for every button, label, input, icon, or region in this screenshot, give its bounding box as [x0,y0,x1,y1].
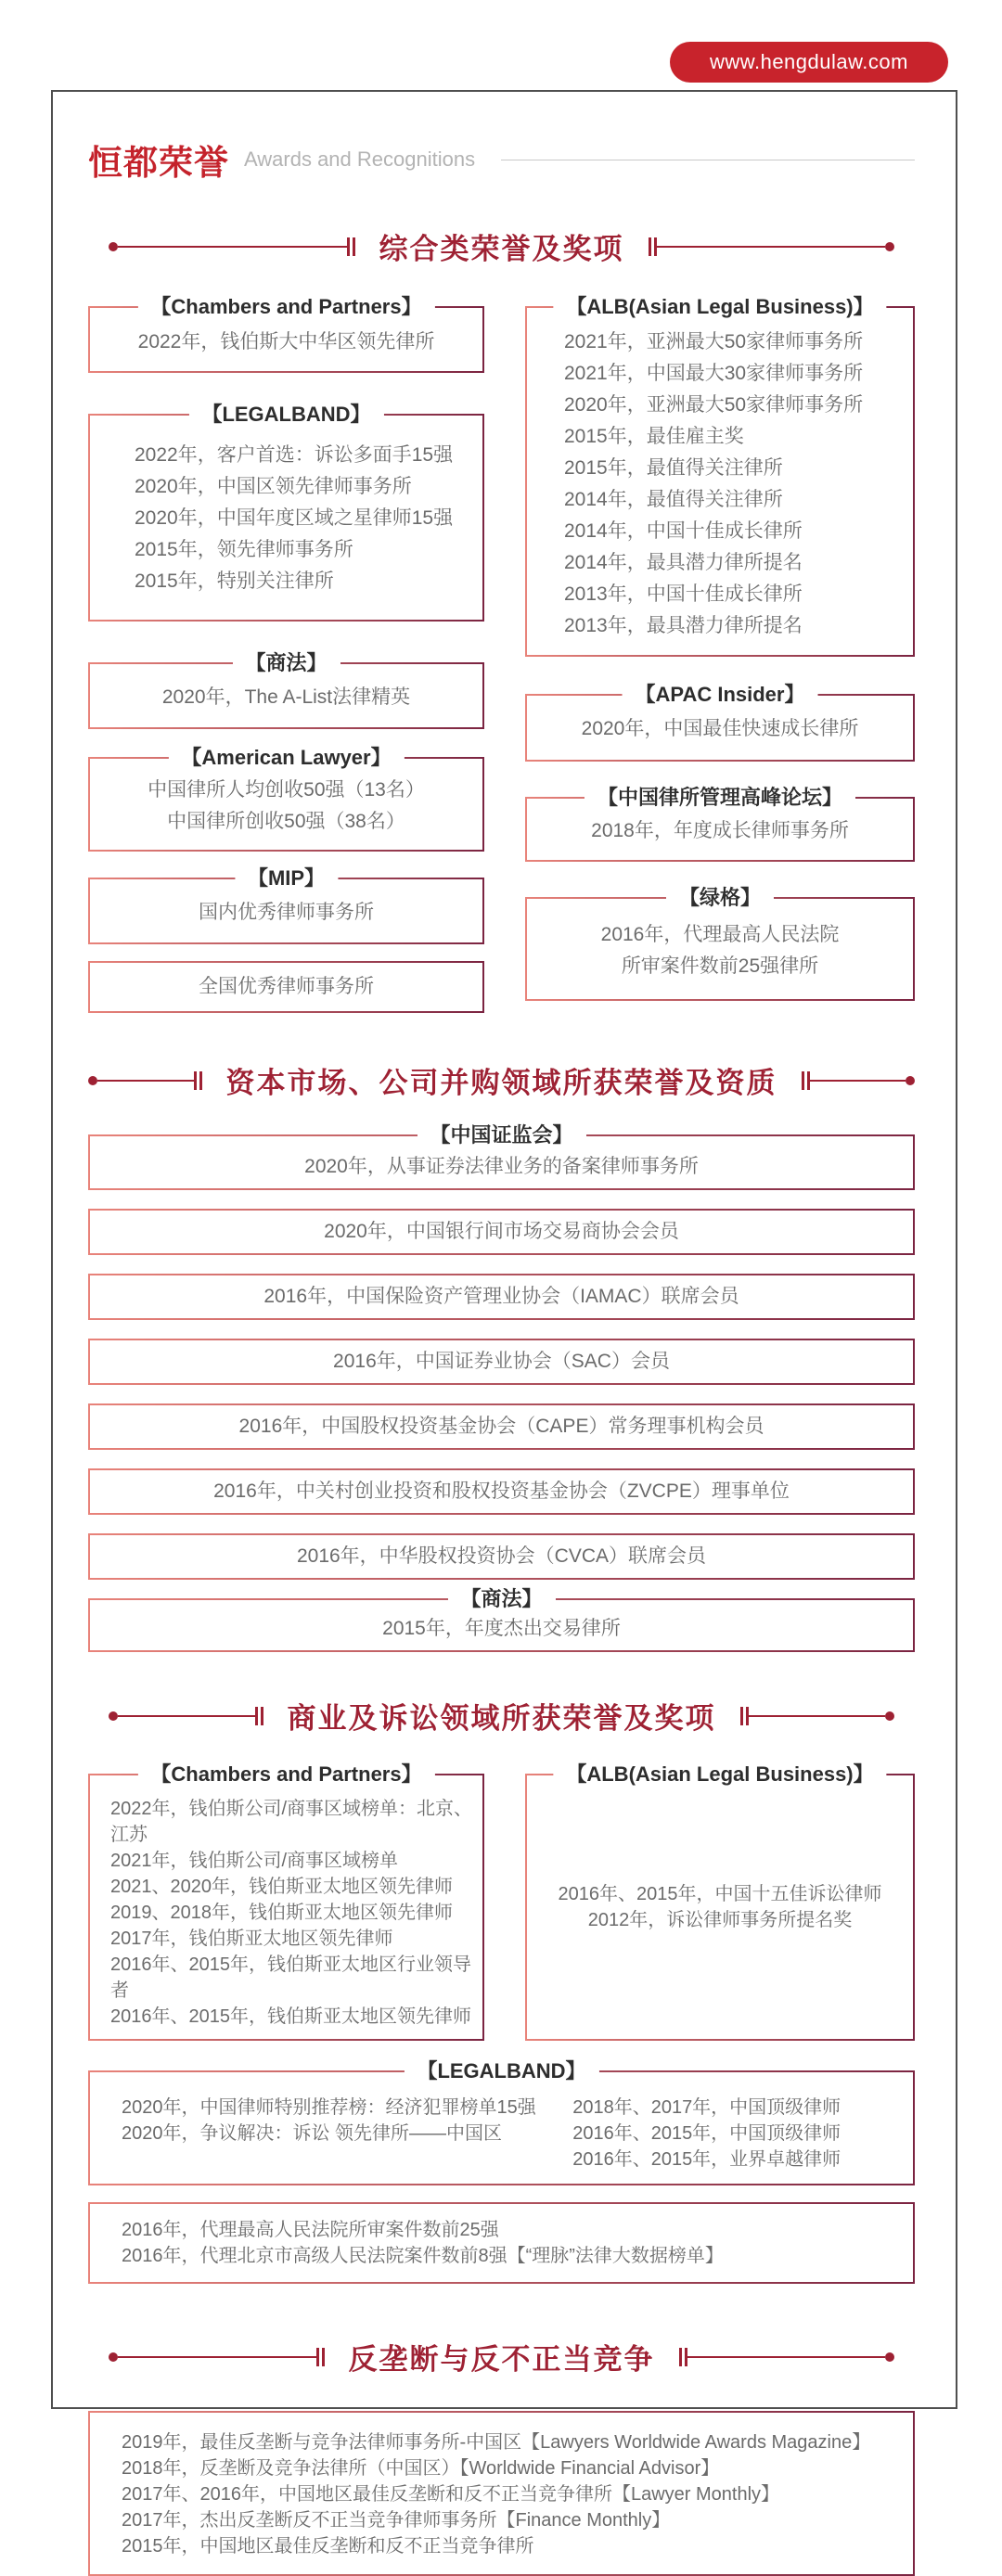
box-legalband-litigation [88,2059,915,2185]
box-mip [88,866,484,944]
award-line: 2016年、2015年，中国顶级律师 [572,2123,841,2144]
box-shangfa-deal [88,1587,915,1652]
box-csrc [88,1123,915,1190]
award-line: 2015年，中国地区最佳反垄断和反不正当竞争律所 [122,2536,534,2557]
award-line: 2016年、2015年，钱伯斯亚太地区行业领导者 [110,1954,471,2001]
section-general-header [109,225,893,267]
double-bar-icon [194,1071,202,1090]
award-line: 2022年，钱伯斯公司/商事区域榜单：北京、江苏 [110,1799,473,1845]
dot-icon [109,1711,118,1721]
award-line: 2015年，年度杰出交易律所 [382,1618,621,1639]
award-line: 2016年，中华股权投资协会（CVCA）联席会员 [296,1545,707,1567]
award-line: 2013年，最具潜力律所提名 [564,615,803,636]
section-title: 商业及诉讼领域所获荣誉及奖项 [287,1702,716,1735]
award-line: 2022年，钱伯斯大中华区领先律所 [137,331,435,352]
page-header [88,135,915,185]
award-line: 2016年，中国保险资产管理业协会（IAMAC）联席会员 [263,1286,739,1307]
box-title: 【Chambers and Partners】 [137,294,434,320]
box-chambers-partners [88,295,484,373]
award-line: 2016年、2015年，业界卓越律师 [572,2149,841,2170]
line-divider [810,1080,906,1082]
double-bar-icon [740,1707,749,1725]
box-membership-row [88,1468,915,1515]
award-line: 2018年，反垄断及竞争法律所（中国区）【Worldwide Financial Advisor】 [122,2458,720,2479]
general-left-column [88,295,484,1013]
award-line: 2014年，中国十佳成长律所 [564,520,803,542]
award-line: 2020年，The A-List法律精英 [161,686,411,708]
box-title: 【商法】 [232,650,340,676]
award-line: 2015年，最值得关注律所 [564,457,783,479]
box-title: 【American Lawyer】 [168,745,404,771]
page-frame [51,90,957,2557]
award-line: 2022年，客户首选：诉讼多面手15强 [135,444,454,466]
award-line: 2017年，杰出反垄断反不正当竞争律师事务所【Finance Monthly】 [122,2510,671,2531]
award-line: 2015年，最佳雇主奖 [564,426,744,447]
award-line: 2016年、2015年，中国十五佳诉讼律师 [558,1884,882,1904]
website-url-badge: www.hengdulaw.com [670,42,948,83]
double-bar-icon [649,237,657,256]
box-title: 【ALB(Asian Legal Business)】 [553,1762,886,1788]
section-title: 资本市场、公司并购领域所获荣誉及资质 [225,1067,777,1099]
legalband-right-column [572,2095,913,2172]
box-lvge [525,886,915,1001]
award-line: 2021年，钱伯斯公司/商事区域榜单 [110,1851,399,1871]
award-line: 2017年、2016年，中国地区最佳反垄断和反不正当竞争律所【Lawyer Monthly】 [122,2484,780,2505]
box-law-firm-summit [525,786,915,862]
box-membership-row [88,1533,915,1580]
award-line: 2020年，中国最佳快速成长律所 [581,718,859,739]
double-bar-icon [679,2348,687,2366]
award-line: 2016年，中国证券业协会（SAC）会员 [333,1351,670,1372]
award-line: 2016年，中关村创业投资和股权投资基金协会（ZVCPE）理事单位 [213,1480,790,1502]
award-line: 2013年，中国十佳成长律所 [564,583,803,605]
box-title: 【LEGALBAND】 [404,2058,598,2084]
double-bar-icon [255,1707,263,1725]
section-capital-body [88,1123,915,1652]
section-title: 反垄断与反不正当竞争 [348,2343,655,2376]
box-title: 【商法】 [447,1586,555,1612]
box-title: 【ALB(Asian Legal Business)】 [553,294,886,320]
box-court-cases [88,2202,915,2284]
award-line: 2016年，中国股权投资基金协会（CAPE）常务理事机构会员 [238,1416,764,1437]
award-line: 2020年，中国区领先律师事务所 [135,476,412,497]
award-line: 2020年，争议解决：诉讼 领先律所——中国区 [122,2123,503,2144]
award-line: 2021、2020年，钱伯斯亚太地区领先律师 [110,1877,453,1897]
award-line: 2016年，代理北京市高级人民法院案件数前8强【“理脉”法律大数据榜单】 [122,2246,724,2266]
award-line: 2016年、2015年，钱伯斯亚太地区领先律师 [110,2006,471,2027]
award-line: 2016年，代理最高人民法院 [600,924,840,945]
award-line: 2015年，特别关注律所 [135,570,334,592]
award-line: 2016年，代理最高人民法院所审案件数前25强 [122,2220,499,2240]
award-line: 2020年，亚洲最大50家律师事务所 [564,394,864,416]
line-divider [118,246,346,248]
box-title: 【绿格】 [666,885,774,911]
dot-icon [906,1076,915,1085]
dot-icon [885,1711,894,1721]
award-line: 2015年，领先律师事务所 [135,539,353,560]
section-business-body [88,1762,915,2041]
box-shangfa [88,651,484,729]
box-legalband [88,403,484,622]
page-subtitle: Awards and Recognitions [244,147,476,171]
box-antitrust [88,2411,915,2576]
line-divider [97,1080,194,1082]
line-divider [749,1715,885,1717]
box-alb-litigation [525,1762,915,2041]
award-line: 2019年，最佳反垄断与竞争法律师事务所-中国区【Lawyers Worldwide Awards Magazine】 [122,2432,871,2453]
general-right-column [525,295,915,1013]
box-title: 【中国证监会】 [417,1122,585,1148]
award-line: 2020年，中国律师特别推荐榜：经济犯罪榜单15强 [122,2097,536,2118]
line-divider [118,1715,254,1717]
box-title: 【中国律所管理高峰论坛】 [584,785,855,811]
double-bar-icon [347,237,355,256]
section-general-body [88,295,915,1013]
dot-icon [88,1076,97,1085]
dot-icon [885,2352,894,2362]
award-line: 国内优秀律师事务所 [199,902,374,923]
award-line: 全国优秀律师事务所 [199,976,374,997]
box-national-excellent [88,961,484,1013]
box-apac-insider [525,683,915,762]
box-title: 【APAC Insider】 [623,682,818,708]
award-line: 2014年，最值得关注律所 [564,489,783,510]
box-american-lawyer [88,746,484,852]
double-bar-icon [802,1071,810,1090]
award-line: 2012年，诉讼律师事务所提名奖 [587,1910,853,1930]
legalband-columns [122,2095,913,2172]
section-business-header [109,1695,893,1737]
box-membership-row [88,1274,915,1320]
box-membership-row [88,1209,915,1255]
line-divider [657,246,885,248]
award-line: 2017年，钱伯斯亚太地区领先律师 [110,1929,393,1949]
legalband-left-column [122,2095,572,2172]
award-line: 2020年，中国年度区域之星律师15强 [135,507,454,529]
award-line: 2018年，年度成长律师事务所 [591,820,849,841]
award-line: 2021年，亚洲最大50家律师事务所 [564,331,864,352]
award-line: 2020年，中国银行间市场交易商协会会员 [324,1221,679,1242]
dot-icon [109,242,118,251]
page-title: 恒都荣誉 [88,144,229,182]
award-line: 中国律所创收50强（38名） [167,811,405,832]
box-title: 【MIP】 [235,865,338,891]
section-title: 综合类荣誉及奖项 [379,233,624,265]
award-line: 2018年、2017年，中国顶级律师 [572,2097,841,2118]
award-line: 2020年，从事证券法律业务的备案律师事务所 [304,1156,699,1177]
dot-icon [109,2352,118,2362]
section-capital-header [88,1059,915,1101]
line-divider [687,2356,885,2358]
award-line: 所审案件数前25强律所 [621,955,819,977]
award-line: 2021年，中国最大30家律师事务所 [564,363,864,384]
box-membership-row [88,1339,915,1385]
box-alb [525,295,915,657]
box-membership-row [88,1403,915,1450]
line-divider [118,2356,315,2358]
section-antitrust-header [109,2336,893,2377]
box-title: 【Chambers and Partners】 [137,1762,434,1788]
box-title: 【LEGALBAND】 [188,402,383,428]
dot-icon [885,242,894,251]
award-line: 2014年，最具潜力律所提名 [564,552,803,573]
award-line: 2019、2018年，钱伯斯亚太地区领先律师 [110,1903,453,1923]
double-bar-icon [316,2348,325,2366]
award-line: 中国律所人均创收50强（13名） [148,779,425,801]
box-chambers-litigation [88,1762,484,2041]
